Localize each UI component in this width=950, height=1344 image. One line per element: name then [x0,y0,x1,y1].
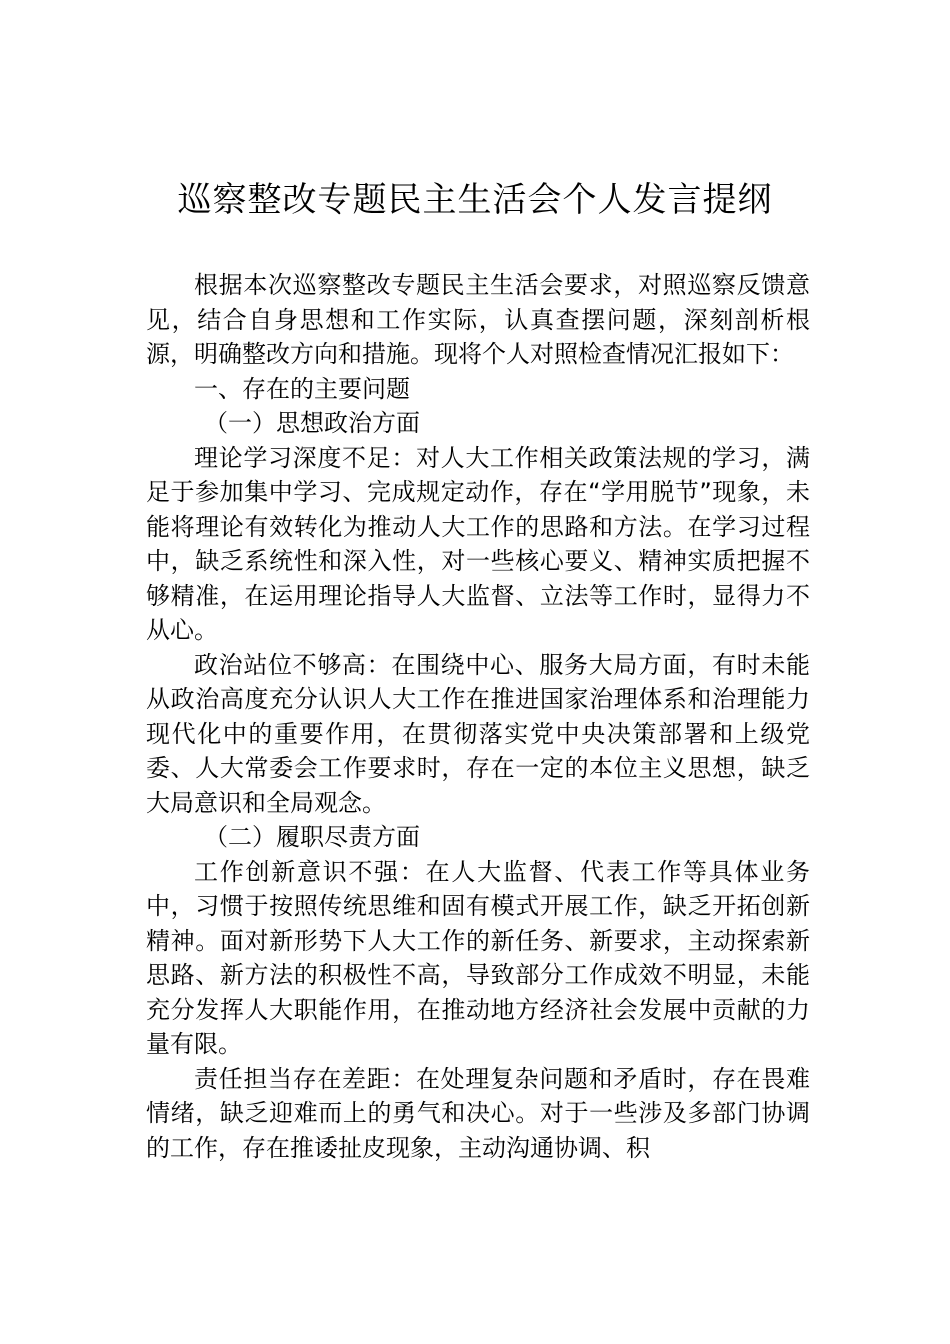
document-body [146,268,810,1165]
section-heading-problems: 一、存在的主要问题 [194,374,410,403]
intro-paragraph: 根据本次巡察整改专题民主生活会要求，对照巡察反馈意见，结合自身思想和工作实际，认真查摆问题，深刻剖析根源，明确整改方向和措施。现将个人对照检查情况汇报如下： [146,271,810,368]
subsection-heading-duty: （二）履职尽责方面 [204,823,420,851]
paragraph-theory-study: 理论学习深度不足：对人大工作相关政策法规的学习，满足于参加集中学习、完成规定动作，存在“学用脱节”现象，未能将理论有效转化为推动人大工作的思路和方法。在学习过程中，缺乏系统性和深入性，对一些核心要义、精神实质把握不够精准，在运用理论指导人大监督、立法等工作时，显得力不从心。 [146,443,810,644]
paragraph-responsibility: 责任担当存在差距：在处理复杂问题和矛盾时，存在畏难情绪，缺乏迎难而上的勇气和决心。对于一些涉及多部门协调的工作，存在推诿扯皮现象，主动沟通协调、积 [146,1064,810,1162]
subsection-heading-ideology: （一）思想政治方面 [204,409,420,437]
document-title: 巡察整改专题民主生活会个人发言提纲 [177,180,773,220]
paragraph-innovation: 工作创新意识不强：在人大监督、代表工作等具体业务中，习惯于按照传统思维和固有模式开展工作，缺乏开拓创新精神。面对新形势下人大工作的新任务、新要求，主动探索新思路、新方法的积极性不高，导致部分工作成效不明显，未能充分发挥人大职能作用，在推动地方经济社会发展中贡献的力量有限。 [146,857,810,1058]
paragraph-political-stance: 政治站位不够高：在围绕中心、服务大局方面，有时未能从政治高度充分认识人大工作在推进国家治理体系和治理能力现代化中的重要作用，在贯彻落实党中央决策部署和上级党委、人大常委会工作要求时，存在一定的本位主义思想，缺乏大局意识和全局观念。 [146,650,810,817]
